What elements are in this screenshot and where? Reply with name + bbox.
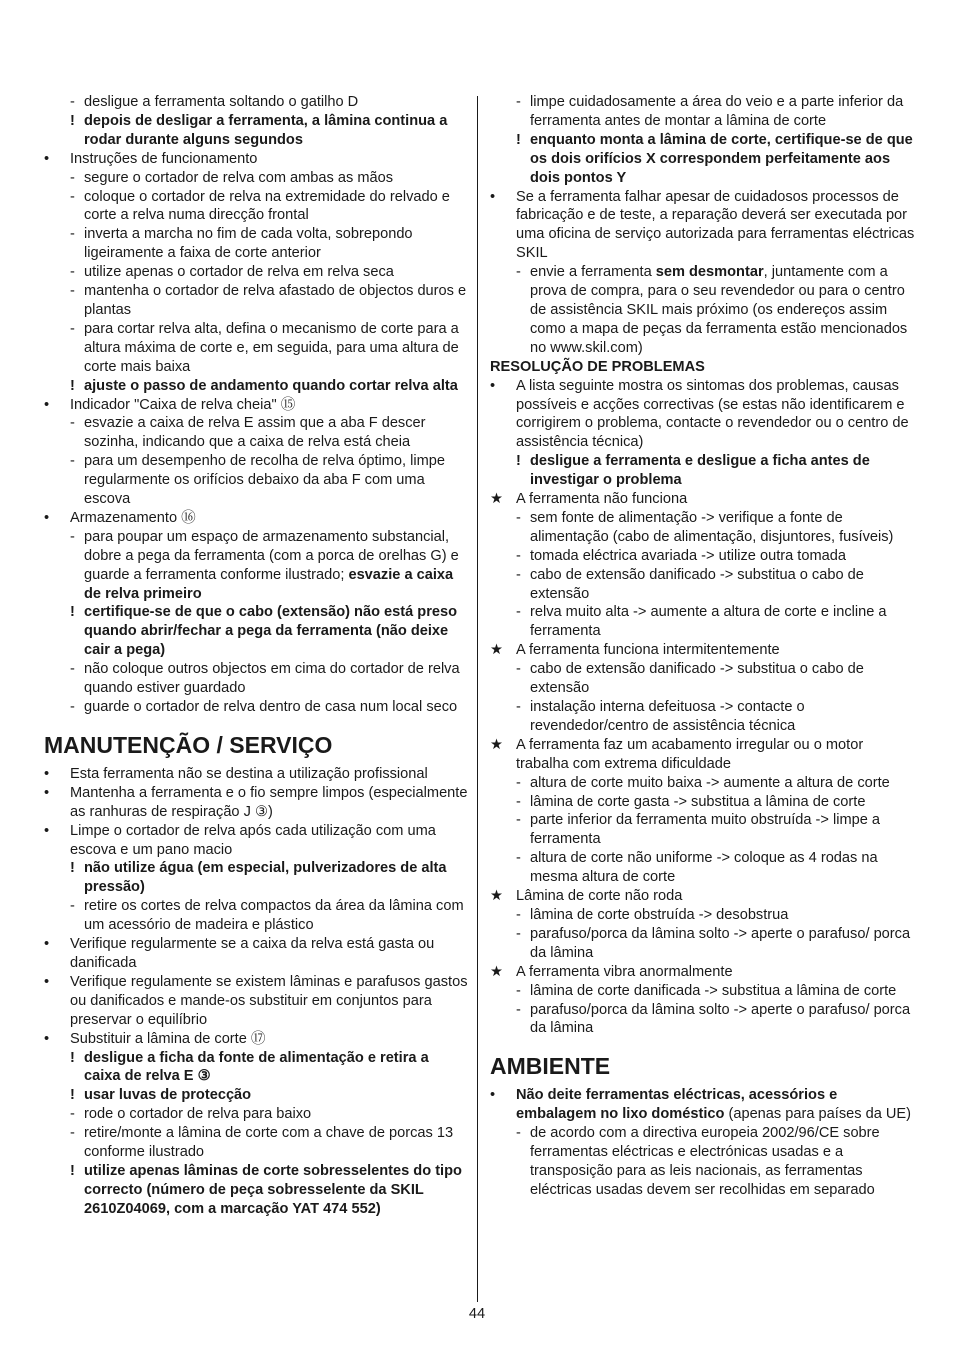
dash-item <box>490 811 915 849</box>
dash-item <box>44 897 469 935</box>
item-text: Esta ferramenta não se destina a utilização profissional <box>70 765 428 782</box>
item-text: , juntamente com a prova de compra, para o seu revendedor ou para o centro de assistência SKIL mais próximo (os endereços assim como a mapa de peças da ferramenta estão mencionados no www.skil.com) <box>530 264 908 356</box>
bullet-item <box>490 188 915 264</box>
dash-marker: - <box>516 1125 521 1142</box>
dash-marker: - <box>70 94 75 110</box>
dash-marker: - <box>70 528 75 545</box>
dash-marker: - <box>516 774 521 791</box>
item-text: (apenas para países da UE) <box>724 1106 912 1123</box>
item-text: esvazie a caixa de relva E assim que a aba F descer sozinha, indicando que a caixa de relva está cheia <box>84 415 426 451</box>
item-bold-text: esvazie a caixa de relva primeiro <box>84 566 454 602</box>
item-text: desligue a ficha da fonte de alimentação e retira a caixa de relva E ③ <box>84 1049 429 1085</box>
item-text: parafuso/porca da lâmina solto -> aperte o parafuso/ porca da lâmina <box>530 925 911 961</box>
dash-item <box>490 1124 915 1200</box>
item-text: para um desempenho de recolha de relva óptimo, limpe regularmente os orifícios debaixo da aba F com uma escova <box>84 453 445 508</box>
dash-item <box>44 1105 469 1124</box>
dash-item <box>44 282 469 320</box>
bullet-marker: • <box>44 150 50 167</box>
warning-item <box>44 377 469 396</box>
star-icon: ★ <box>490 736 504 753</box>
warning-item <box>44 1162 469 1219</box>
item-text: A ferramenta funciona intermitentemente <box>516 642 780 659</box>
dash-marker: - <box>70 898 75 915</box>
bullet-item <box>490 377 915 453</box>
bullet-marker: • <box>490 188 496 205</box>
dash-item <box>44 188 469 226</box>
dash-marker: - <box>70 264 75 281</box>
item-text: tomada eléctrica avariada -> utilize outra tomada <box>530 547 846 564</box>
dash-item <box>490 1001 915 1039</box>
warning-item <box>44 1049 469 1087</box>
dash-item <box>490 660 915 698</box>
item-text: guarde o cortador de relva dentro de casa num local seco <box>84 699 458 715</box>
item-text: Substituir a lâmina de corte ⑰ <box>70 1030 266 1047</box>
dash-marker: - <box>516 547 521 564</box>
dash-marker: - <box>516 925 521 942</box>
warning-item <box>44 112 469 150</box>
star-icon: ★ <box>490 888 504 905</box>
item-text: inverta a marcha no fim de cada volta, sobrepondo ligeiramente a faixa de corte anterior <box>84 226 413 262</box>
dash-item <box>490 547 915 566</box>
item-text: certifique-se de que o cabo (extensão) não está preso quando abrir/fechar a pega da ferramenta (não deixe cair a pega) <box>84 604 458 659</box>
dash-marker: - <box>516 906 521 923</box>
bullet-item <box>44 935 469 973</box>
dash-marker: - <box>516 982 521 999</box>
item-text: ajuste o passo de andamento quando cortar relva alta <box>84 377 458 394</box>
bullet-marker: • <box>44 765 50 782</box>
bullet-item <box>44 784 469 822</box>
dash-marker: - <box>516 812 521 829</box>
dash-item <box>490 774 915 793</box>
item-bold-text: Não deite ferramentas eléctricas, acessórios e embalagem no lixo doméstico <box>516 1087 838 1123</box>
item-text: para cortar relva alta, defina o mecanismo de corte para a altura máxima de corte e, em seguida, para uma altura de corte mais baixa <box>84 320 459 375</box>
dash-marker: - <box>70 453 75 470</box>
dash-marker: - <box>70 415 75 432</box>
bullet-item <box>44 150 469 169</box>
bullet-marker: • <box>44 936 50 953</box>
problem-item <box>490 887 915 906</box>
dash-item <box>490 906 915 925</box>
dash-marker: - <box>70 661 75 678</box>
warning-marker: ! <box>70 1049 75 1066</box>
dash-item <box>44 452 469 509</box>
dash-item <box>44 660 469 698</box>
bullet-item <box>490 1086 915 1124</box>
item-text: enquanto monta a lâmina de corte, certifique-se de que os dois orifícios X correspondem perfeitamente aos dois pontos Y <box>530 131 913 186</box>
item-text: retire os cortes de relva compactos da área da lâmina com um acessório de madeira e plástico <box>84 898 464 934</box>
bullet-marker: • <box>490 1087 496 1104</box>
warning-item <box>44 603 469 660</box>
problem-item <box>490 736 915 774</box>
dash-marker: - <box>516 94 521 110</box>
bullet-item <box>44 509 469 528</box>
dash-marker: - <box>70 188 75 205</box>
item-text: lâmina de corte obstruída -> desobstrua <box>530 906 789 923</box>
warning-marker: ! <box>70 377 75 394</box>
warning-marker: ! <box>70 1087 75 1104</box>
item-bold-text: sem desmontar <box>655 264 764 281</box>
item-text: lâmina de corte danificada -> substitua a lâmina de corte <box>530 982 897 999</box>
dash-item <box>490 698 915 736</box>
item-text: altura de corte muito baixa -> aumente a altura de corte <box>530 774 890 791</box>
item-text: lâmina de corte gasta -> substitua a lâmina de corte <box>530 793 866 810</box>
item-text: A lista seguinte mostra os sintomas dos problemas, causas possíveis e acções correctivas (se estas não identificarem e corrigirem o problema, contacte o revendedor ou o centro de assistência técnica) <box>516 377 909 451</box>
dash-item <box>490 849 915 887</box>
bullet-marker: • <box>44 822 50 839</box>
item-text: A ferramenta não funciona <box>516 491 688 508</box>
item-text: Instruções de funcionamento <box>70 150 258 167</box>
item-text: Lâmina de corte não roda <box>516 888 683 905</box>
item-text: Se a ferramenta falhar apesar de cuidadosos processos de fabricação e de teste, a reparação deverá ser executada por uma oficina de serviço autorizada para ferramentas eléctricas SKIL <box>516 188 915 262</box>
item-text: rode o cortador de relva para baixo <box>84 1106 312 1123</box>
warning-item <box>490 131 915 188</box>
warning-marker: ! <box>516 453 521 470</box>
dash-marker: - <box>516 264 521 281</box>
bullet-item <box>44 973 469 1030</box>
warning-marker: ! <box>70 604 75 621</box>
bullet-marker: • <box>44 973 50 990</box>
dash-marker: - <box>516 793 521 810</box>
item-text: Indicador "Caixa de relva cheia" ⑮ <box>70 396 296 413</box>
item-text: para poupar um espaço de armazenamento substancial, dobre a pega da ferramenta (com a porca de orelhas G) e guarde a ferramenta conforme ilustrado; <box>84 528 459 583</box>
item-text: depois de desligar a ferramenta, a lâmina continua a rodar durante alguns segundos <box>84 112 448 148</box>
bullet-item <box>44 1030 469 1049</box>
star-icon: ★ <box>490 642 504 659</box>
bullet-item <box>44 765 469 784</box>
page-number: 44 <box>468 1306 486 1322</box>
dash-marker: - <box>70 699 75 715</box>
item-text: não coloque outros objectos em cima do cortador de relva quando estiver guardado <box>84 661 460 697</box>
item-text: retire/monte a lâmina de corte com a chave de porcas 13 conforme ilustrado <box>84 1125 454 1161</box>
item-text: usar luvas de protecção <box>84 1087 252 1104</box>
bullet-item <box>44 396 469 415</box>
item-text: Verifique regulamente se existem lâminas e parafusos gastos ou danificados e mande-os substituir em conjuntos para preservar o equilíbrio <box>70 973 468 1028</box>
warning-marker: ! <box>516 131 521 148</box>
star-icon: ★ <box>490 491 504 508</box>
dash-item <box>490 925 915 963</box>
item-text: relva muito alta -> aumente a altura de corte e incline a ferramenta <box>530 604 887 640</box>
dash-marker: - <box>70 320 75 337</box>
dash-item <box>490 982 915 1001</box>
problem-item <box>490 963 915 982</box>
dash-item <box>490 263 915 358</box>
bullet-marker: • <box>44 396 50 413</box>
item-text: limpe cuidadosamente a área do veio e a parte inferior da ferramenta antes de montar a lâmina de corte <box>530 94 904 129</box>
problem-item <box>490 641 915 660</box>
item-text: utilize apenas lâminas de corte sobresselentes do tipo correcto (número de peça sobresselente da SKIL 2610Z04069, com a marcação YAT 474 552) <box>84 1162 462 1217</box>
dash-item <box>44 528 469 604</box>
dash-marker: - <box>70 169 75 186</box>
right-column <box>490 93 915 1200</box>
dash-marker: - <box>516 509 521 526</box>
warning-marker: ! <box>70 1162 75 1179</box>
dash-marker: - <box>70 283 75 300</box>
warning-marker: ! <box>70 112 75 129</box>
dash-item <box>44 320 469 377</box>
left-column <box>44 93 469 1219</box>
section-heading: AMBIENTE <box>490 1053 611 1080</box>
item-text: de acordo com a directiva europeia 2002/96/CE sobre ferramentas eléctricas e electrónicas usadas e a transposição para as leis nacionais, as ferramentas eléctricas usadas devem ser recolhidas em separado <box>530 1125 880 1198</box>
dash-item <box>44 414 469 452</box>
item-text: parte inferior da ferramenta muito obstruída -> limpe a ferramenta <box>530 812 881 848</box>
item-text: A ferramenta vibra anormalmente <box>516 963 733 980</box>
item-text: utilize apenas o cortador de relva em relva seca <box>84 264 394 281</box>
item-text: Mantenha a ferramenta e o fio sempre limpos (especialmente as ranhuras de respiração J ③) <box>70 784 468 820</box>
item-text: desligue a ferramenta e desligue a ficha antes de investigar o problema <box>530 453 870 489</box>
item-text: Verifique regularmente se a caixa da relva está gasta ou danificada <box>70 936 435 971</box>
dash-item <box>44 93 469 112</box>
dash-item <box>490 509 915 547</box>
item-text: desligue a ferramenta soltando o gatilho D <box>84 94 359 110</box>
dash-marker: - <box>516 661 521 678</box>
item-text: coloque o cortador de relva na extremidade do relvado e corte a relva numa direcção frontal <box>84 188 450 224</box>
section-heading: MANUTENÇÃO / SERVIÇO <box>44 731 333 758</box>
dash-marker: - <box>70 1106 75 1123</box>
item-text: Limpe o cortador de relva após cada utilização com uma escova e um pano macio <box>70 822 436 858</box>
dash-item <box>490 793 915 812</box>
dash-item <box>44 225 469 263</box>
dash-item <box>490 603 915 641</box>
bullet-marker: • <box>44 1030 50 1047</box>
item-text: mantenha o cortador de relva afastado de objectos duros e plantas <box>84 283 467 318</box>
dash-item <box>490 93 915 131</box>
star-icon: ★ <box>490 963 504 980</box>
bullet-marker: • <box>490 377 496 394</box>
dash-item <box>44 263 469 282</box>
dash-marker: - <box>70 1125 75 1142</box>
item-text: instalação interna defeituosa -> contacte o revendedor/centro de assistência técnica <box>530 699 805 734</box>
bullet-item <box>44 822 469 860</box>
dash-item <box>44 698 469 717</box>
bullet-marker: • <box>44 509 50 526</box>
problem-item <box>490 490 915 509</box>
bullet-marker: • <box>44 784 50 801</box>
column-divider <box>477 96 478 1302</box>
dash-marker: - <box>516 699 521 715</box>
dash-marker: - <box>70 226 75 243</box>
dash-marker: - <box>516 850 521 867</box>
warning-item <box>44 1086 469 1105</box>
dash-item <box>490 566 915 604</box>
warning-item <box>490 452 915 490</box>
dash-item <box>44 1124 469 1162</box>
item-text: altura de corte não uniforme -> coloque as 4 rodas na mesma altura de corte <box>530 850 878 886</box>
dash-marker: - <box>516 1001 521 1018</box>
item-text: sem fonte de alimentação -> verifique a fonte de alimentação (cabo de alimentação, disjuntores, fusíveis) <box>530 509 894 545</box>
dash-item <box>44 169 469 188</box>
item-text: envie a ferramenta <box>530 264 656 281</box>
item-text: cabo de extensão danificado -> substitua o cabo de extensão <box>530 661 864 697</box>
item-text: cabo de extensão danificado -> substitua o cabo de extensão <box>530 566 864 602</box>
item-text: Armazenamento ⑯ <box>70 509 196 526</box>
dash-marker: - <box>516 566 521 583</box>
item-text: A ferramenta faz um acabamento irregular ou o motor trabalha com extrema dificuldade <box>516 736 864 772</box>
item-text: segure o cortador de relva com ambas as mãos <box>84 169 394 186</box>
item-text: parafuso/porca da lâmina solto -> aperte o parafuso/ porca da lâmina <box>530 1001 911 1037</box>
subsection-heading: RESOLUÇÃO DE PROBLEMAS <box>490 358 705 375</box>
warning-marker: ! <box>70 860 75 877</box>
item-text: não utilize água (em especial, pulverizadores de alta pressão) <box>84 860 447 896</box>
dash-marker: - <box>516 604 521 621</box>
warning-item <box>44 859 469 897</box>
